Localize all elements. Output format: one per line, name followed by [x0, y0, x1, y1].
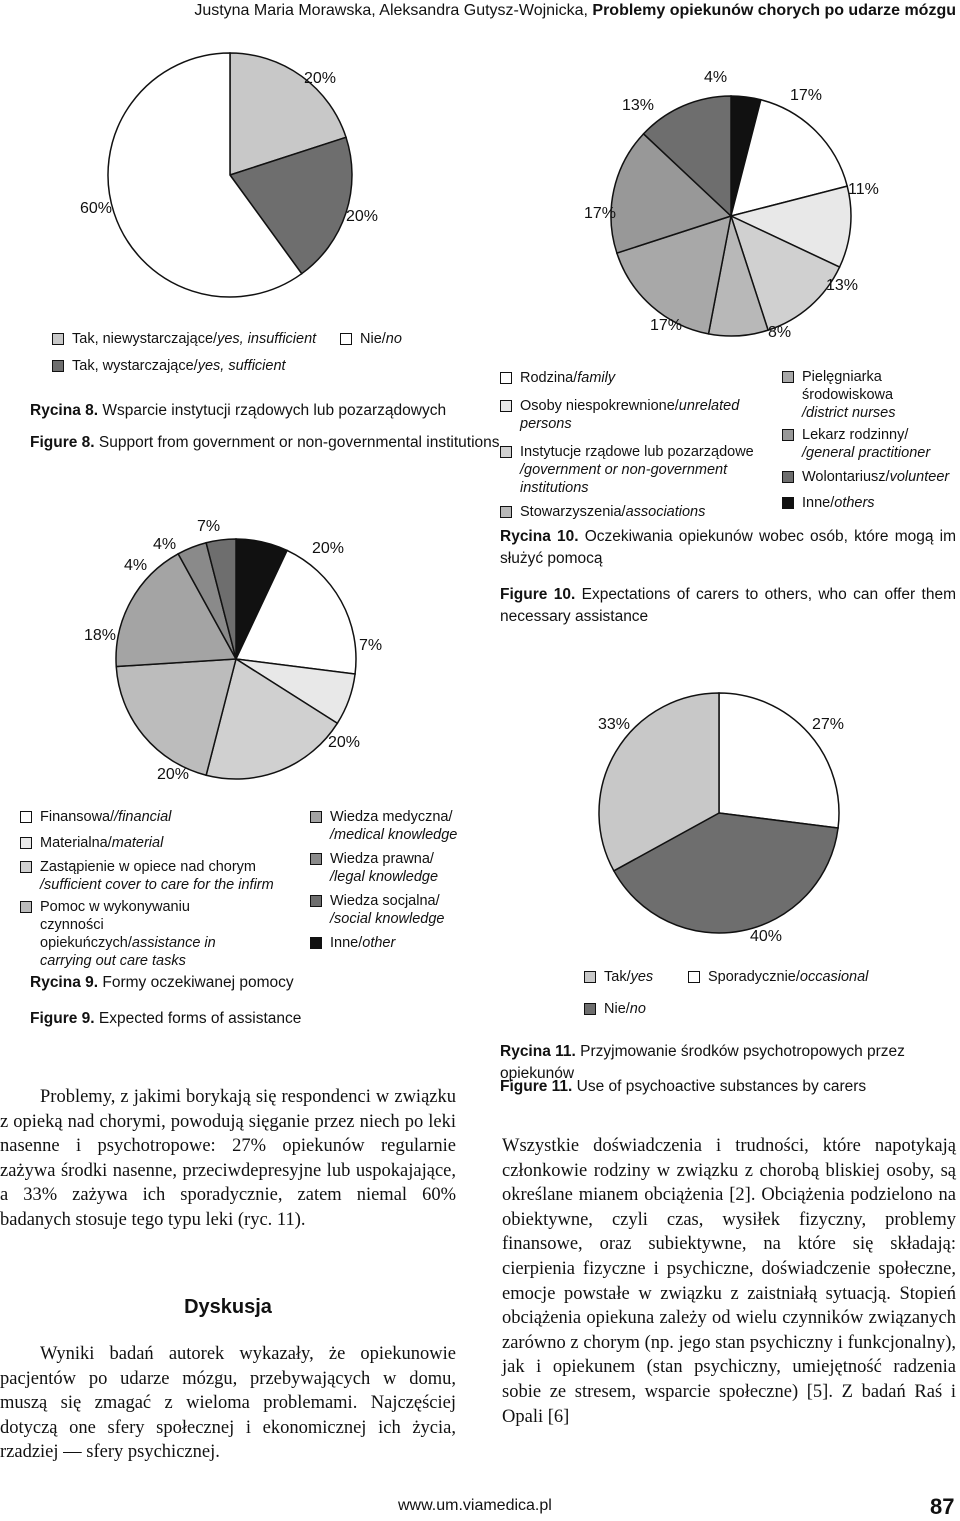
- section-heading: Dyskusja: [184, 1296, 272, 1318]
- legend-label: Inne/other: [330, 935, 396, 951]
- fig10-label-17c: 17%: [584, 205, 617, 222]
- legend-label: Tak, niewystarczające/yes, insufficient: [72, 331, 317, 347]
- legend-label: Zastąpienie w opiece nad chorym /sufficient cover to care for the infirm: [40, 859, 274, 893]
- fig11-label-33: 33%: [598, 716, 631, 733]
- legend-label: Instytucje rządowe lub pozarządowe /government or non-government institutions: [520, 444, 754, 496]
- legend-label: Sporadycznie/occasional: [708, 969, 869, 985]
- legend-label: Nie/no: [360, 331, 402, 347]
- legend-label: Pomoc w wykonywaniu czynności opiekuńczych/assistance in carrying out care tasks: [40, 899, 216, 969]
- fig8-legend: [52, 330, 316, 375]
- fig11-caption-en: Figure 11. Use of psychoactive substances by carers: [500, 1078, 867, 1095]
- fig9-legend-left: [20, 808, 280, 970]
- fig10-caption-pl: Rycina 10. Oczekiwania opiekunów wobec osób, które mogą im służyć pomocą: [500, 528, 956, 567]
- fig10-label-4: 4%: [704, 69, 728, 86]
- legend-label: Wiedza prawna/ /legal knowledge: [330, 851, 439, 885]
- legend-label: Lekarz rodzinny/ /general practitioner: [802, 427, 931, 461]
- fig9-caption-pl: Rycina 9. Formy oczekiwanej pomocy: [30, 974, 294, 991]
- legend-swatch: [52, 333, 64, 345]
- fig10-caption-en: Figure 10. Expectations of carers to others, who can offer them necessary assistance: [500, 586, 957, 625]
- legend-label: Wiedza socjalna/ /social knowledge: [330, 893, 445, 927]
- fig10-legend-right: [782, 368, 958, 512]
- legend-label: Rodzina/family: [520, 370, 616, 386]
- running-header: Justyna Maria Morawska, Aleksandra Gutysz-Wojnicka, Problemy opiekunów chorych po udarze mózgu: [194, 2, 956, 19]
- legend-label: Materialna/material: [40, 835, 164, 851]
- fig11-legend-left: [584, 968, 653, 1018]
- fig9-label-20b: 20%: [328, 734, 361, 751]
- fig11-label-27: 27%: [812, 716, 845, 733]
- legend-label: Inne/others: [802, 495, 875, 511]
- legend-label: Nie/no: [604, 1001, 646, 1017]
- legend-swatch: [52, 360, 64, 372]
- fig9-label-7a: 7%: [197, 518, 221, 535]
- fig10-legend-left: [500, 369, 790, 521]
- body-right-para: Wszystkie doświadczenia i trudności, które napotykają członkowie rodziny w związku z chorobą bliskiej osoby, są określane mianem obciążenia [2]. Obciążenia podzielono na obiektywne, czyli czas, wysiłek fizyczny, problemy finansowe, oraz subiektywne, na które się składają: cierpienia fizyczne i psychiczne, doświadczenie społeczne, emocje powstałe w związku z zaistniałą sytuacją. Stopień obciążenia opiekuna zależy od wielu czynników związanych zarówno z chorym (np. jego stan psychiczny i funkcjonalny), jak i opiekunem (stan psychiczny, umiejętność radzenia sobie ze stresem, wsparcie społeczne) [5]. Z badań Raś i Opali [6]: [502, 1136, 956, 1427]
- fig10-label-13b: 13%: [622, 97, 655, 114]
- fig10-label-17a: 17%: [790, 87, 823, 104]
- fig8-legend-no: [340, 330, 402, 348]
- fig9-label-20a: 20%: [312, 540, 345, 557]
- body-left-para1: Problemy, z jakimi borykają się respondenci w związku z opieką nad chorymi, powodują sięganie przez niech po leki nasenne i psychotropowe: 27% opiekunów regularnie zażywa środki nasenne, przeciwdepresyjne lub uspokajające, a 33% zażywa ich sporadycznie, zatem niemal 60% badanych stosuje tego typu leki (ryc. 11).: [0, 1087, 456, 1230]
- legend-label: Stowarzyszenia/associations: [520, 504, 706, 520]
- legend-label: Wiedza medyczna/ /medical knowledge: [330, 809, 458, 843]
- legend-label: Wolontariusz/volunteer: [802, 469, 950, 485]
- fig10-label-13a: 13%: [826, 277, 859, 294]
- page-number: 87: [930, 1494, 955, 1519]
- fig8-caption-pl: Rycina 8. Wsparcie instytucji rządowych lub pozarządowych: [30, 402, 447, 419]
- legend-label: Finansowa//financial: [40, 809, 172, 825]
- fig8-label-20a: 20%: [304, 70, 337, 87]
- legend-swatch: [340, 333, 352, 345]
- fig9-label-4a: 4%: [124, 557, 148, 574]
- fig10-label-11: 11%: [848, 181, 879, 198]
- legend-label: Pielęgniarka środowiskowa /district nurses: [802, 369, 896, 421]
- fig10-label-17b: 17%: [650, 317, 683, 334]
- fig9-caption-en: Figure 9. Expected forms of assistance: [30, 1010, 302, 1027]
- fig11-legend-right: [688, 968, 868, 986]
- fig9-label-4b: 4%: [153, 536, 177, 553]
- legend-label: Tak, wystarczające/yes, sufficient: [72, 358, 286, 374]
- fig8-label-60: 60%: [80, 200, 113, 217]
- fig9-legend-right: [310, 808, 500, 952]
- fig11-caption-pl: Rycina 11. Przyjmowanie środków psychotropowych przez opiekunów: [500, 1043, 905, 1082]
- fig11-slice-0: [719, 693, 839, 828]
- legend-label: Tak/yes: [604, 969, 654, 985]
- fig9-label-18: 18%: [84, 627, 117, 644]
- footer-url: www.um.viamedica.pl: [398, 1497, 552, 1514]
- body-left-para2: Wyniki badań autorek wykazały, że opiekunowie pacjentów po udarze mózgu, przebywających w domu, muszą się zmagać z wieloma problemami. Najczęściej dotyczą one sfery społecznej i ekonomicznej ich życia, rzadziej — sfery psychicznej.: [0, 1344, 456, 1463]
- legend-label: Osoby niespokrewnione/unrelated persons: [520, 398, 740, 432]
- fig8-caption-en: Figure 8. Support from government or non-governmental institutions: [30, 434, 500, 451]
- fig9-label-7b: 7%: [359, 637, 383, 654]
- fig8-label-20b: 20%: [346, 208, 379, 225]
- fig11-label-40: 40%: [750, 928, 783, 945]
- fig10-label-8: 8%: [768, 324, 792, 341]
- fig9-label-20c: 20%: [157, 766, 190, 783]
